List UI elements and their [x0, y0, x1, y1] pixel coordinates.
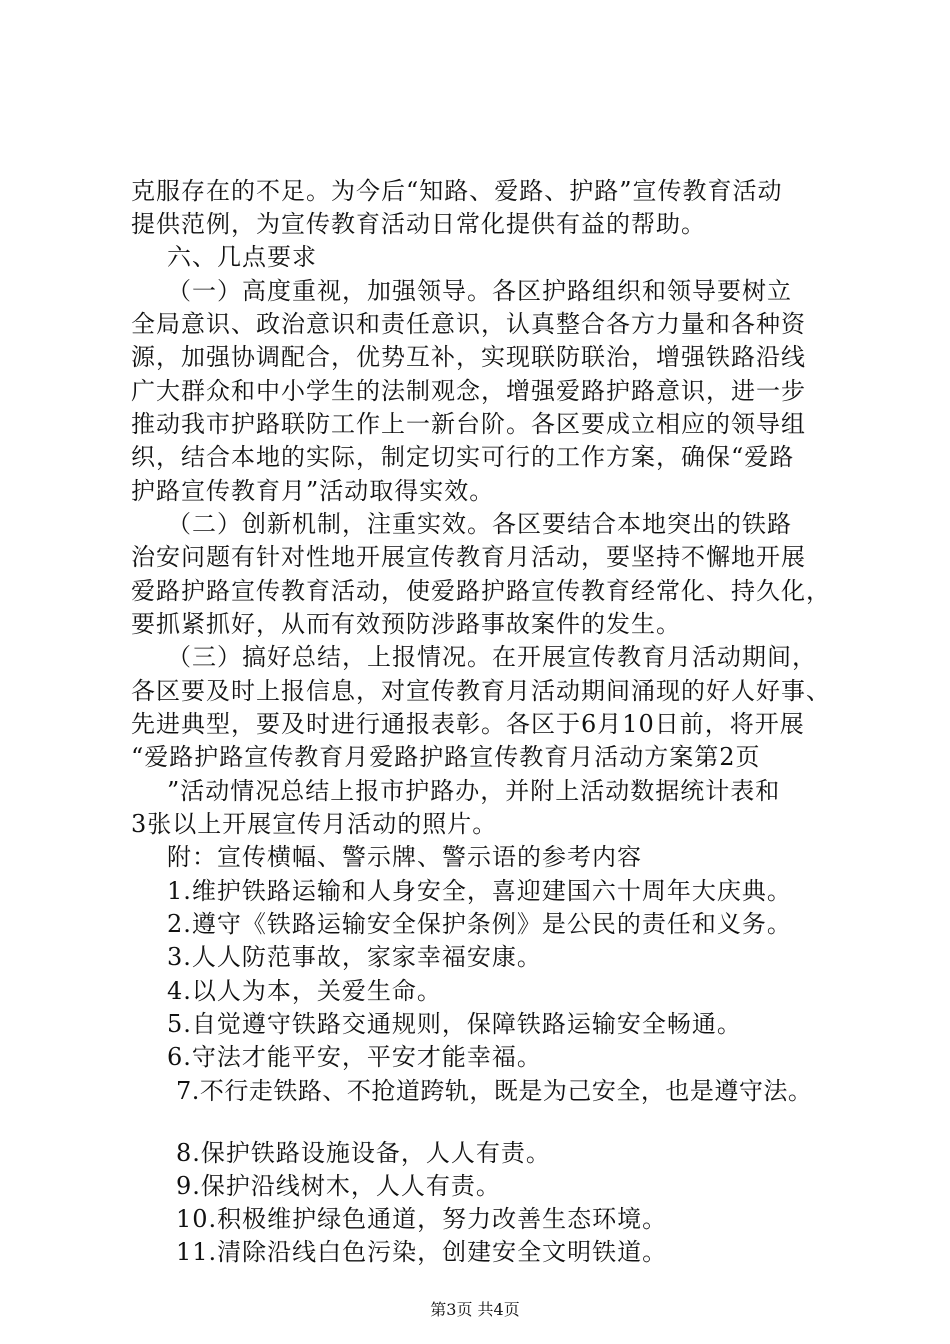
body-line-17: 先进典型，要及时进行通报表彰。各区于6月10日前，将开展: [131, 710, 805, 738]
body-line-15: （三）搞好总结，上报情况。在开展宣传教育月活动期间，: [167, 643, 817, 671]
body-line-6: 源，加强协调配合，优势互补，实现联防联治，增强铁路沿线: [131, 343, 806, 371]
slogan-item-9: 9.保护沿线树木，人人有责。: [176, 1172, 501, 1200]
slogan-item-8: 8.保护铁路设施设备，人人有责。: [176, 1139, 551, 1167]
appendix-heading: 附：宣传横幅、警示牌、警示语的参考内容: [167, 843, 642, 871]
slogan-item-5: 5.自觉遵守铁路交通规则，保障铁路运输安全畅通。: [167, 1010, 742, 1038]
section-heading: 六、几点要求: [167, 243, 317, 271]
body-line-2: 提供范例，为宣传教育活动日常化提供有益的帮助。: [131, 210, 706, 238]
slogan-item-3: 3.人人防范事故，家家幸福安康。: [167, 943, 542, 971]
slogan-item-7: 7.不行走铁路、不抢道跨轨，既是为己安全，也是遵守法。: [176, 1077, 813, 1105]
body-line-10: 护路宣传教育月”活动取得实效。: [131, 477, 495, 505]
body-line-7: 广大群众和中小学生的法制观念，增强爱路护路意识，进一步: [131, 377, 806, 405]
body-line-20: 3张以上开展宣传月活动的照片。: [131, 810, 498, 838]
body-line-4: （一）高度重视，加强领导。各区护路组织和领导要树立: [167, 277, 792, 305]
body-line-19: ”活动情况总结上报市护路办，并附上活动数据统计表和: [167, 777, 781, 805]
body-line-8: 推动我市护路联防工作上一新台阶。各区要成立相应的领导组: [131, 410, 806, 438]
slogan-item-2: 2.遵守《铁路运输安全保护条例》是公民的责任和义务。: [167, 910, 792, 938]
slogan-item-1: 1.维护铁路运输和人身安全，喜迎建国六十周年大庆典。: [167, 877, 792, 905]
body-line-16: 各区要及时上报信息，对宣传教育月活动期间涌现的好人好事、: [131, 677, 831, 705]
body-line-5: 全局意识、政治意识和责任意识，认真整合各方力量和各种资: [131, 310, 806, 338]
body-line-13: 爱路护路宣传教育活动，使爱路护路宣传教育经常化、持久化，: [131, 577, 831, 605]
body-line-9: 织，结合本地的实际，制定切实可行的工作方案，确保“爱路: [131, 443, 795, 471]
slogan-item-11: 11.清除沿线白色污染，创建安全文明铁道。: [176, 1238, 668, 1266]
slogan-item-6: 6.守法才能平安，平安才能幸福。: [167, 1043, 542, 1071]
body-line-14: 要抓紧抓好，从而有效预防涉路事故案件的发生。: [131, 610, 681, 638]
body-line-1: 克服存在的不足。为今后“知路、爱路、护路”宣传教育活动: [131, 177, 783, 205]
page-footer: 第3页 共4页: [430, 1300, 520, 1319]
slogan-item-4: 4.以人为本，关爱生命。: [167, 977, 442, 1005]
body-line-11: （二）创新机制，注重实效。各区要结合本地突出的铁路: [167, 510, 792, 538]
body-line-18: “爱路护路宣传教育月爱路护路宣传教育月活动方案第2页: [131, 743, 761, 771]
body-line-12: 治安问题有针对性地开展宣传教育月活动，要坚持不懈地开展: [131, 543, 806, 571]
slogan-item-10: 10.积极维护绿色通道，努力改善生态环境。: [176, 1205, 668, 1233]
